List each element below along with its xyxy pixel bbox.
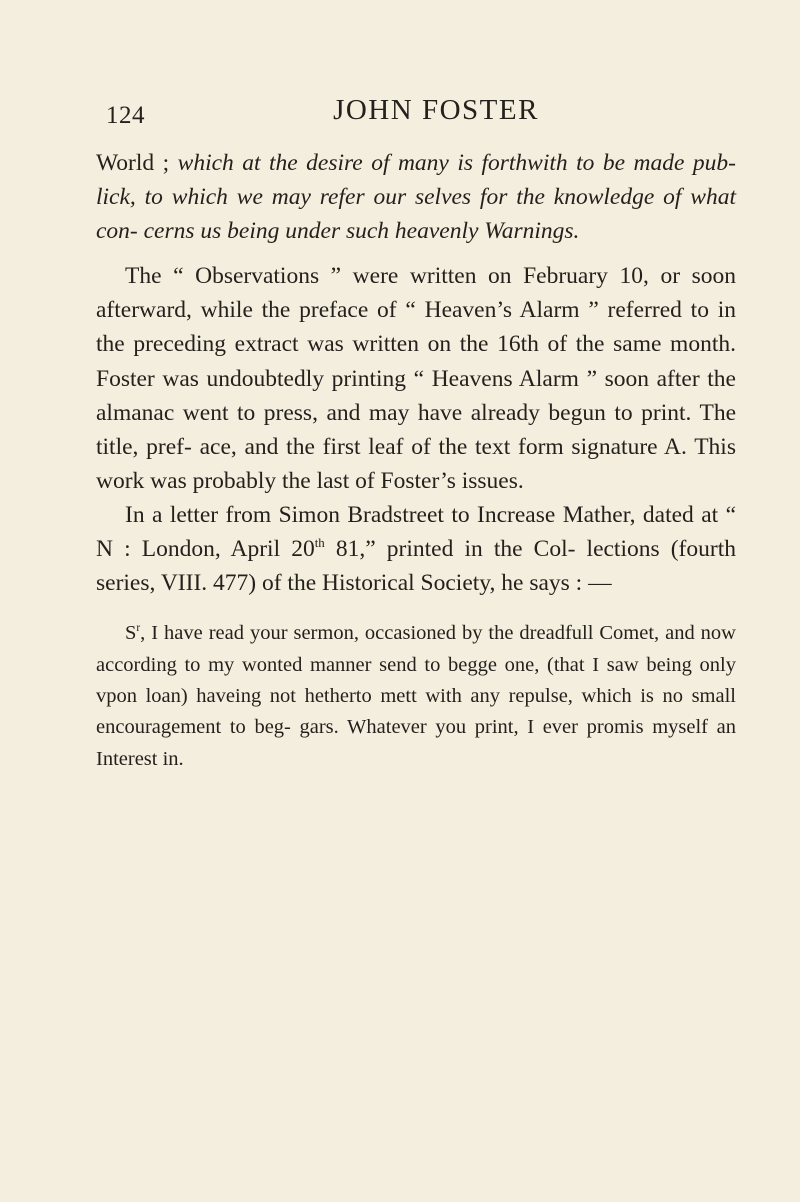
book-page [96, 88, 736, 796]
paragraph-observations: The “ Observations ” were written on February 10, or soon afterward, while the preface of “ Heaven’s Alarm ” referred to in the preceding extract was written on the 16th of the same month. Foster was undoubtedly printing “ Heavens Alarm ” soon after the almanac went to press, and may have already begun to print. The title, pref- ace, and the first leaf of the text form signature A. This work was probably the last of Foster’s issues. [96, 263, 736, 494]
quote-salutation: S [125, 622, 137, 645]
running-head [96, 88, 736, 128]
running-title: JOHN FOSTER [333, 94, 539, 126]
italic-passage: which at the desire of many is forthwith to be made pub- lick, to which we may refer our selves for the knowledge of what con- cerns us being under such heavenly Warnings. [96, 150, 736, 245]
letter-intro-text: In a letter from Simon Bradstreet to Increase Mather, dated at “ N : London, April 20 [96, 501, 736, 563]
paragraph-continuation [96, 146, 736, 248]
paragraph-letter-intro [96, 498, 736, 600]
superscript-th: th [314, 535, 325, 551]
body-text [96, 146, 736, 600]
paragraph-lead: World ; [96, 150, 178, 176]
quote-text: , I have read your sermon, occasioned by the dreadfull Comet, and now according to my wonted manner send to begge one, (that I saw being only vpon loan) haveing not hetherto mett with any repulse, which is no small encouragement to beg- gars. Whatever you print, I ever promis myself an Interest in. [96, 622, 736, 770]
block-quote [96, 618, 736, 775]
letter-intro-rest: 81,” printed in the Col- lections (fourth series, VIII. 477) of the Historical Society, he says : — [96, 536, 736, 597]
superscript-r: r [136, 622, 141, 635]
page-number: 124 [106, 102, 145, 129]
